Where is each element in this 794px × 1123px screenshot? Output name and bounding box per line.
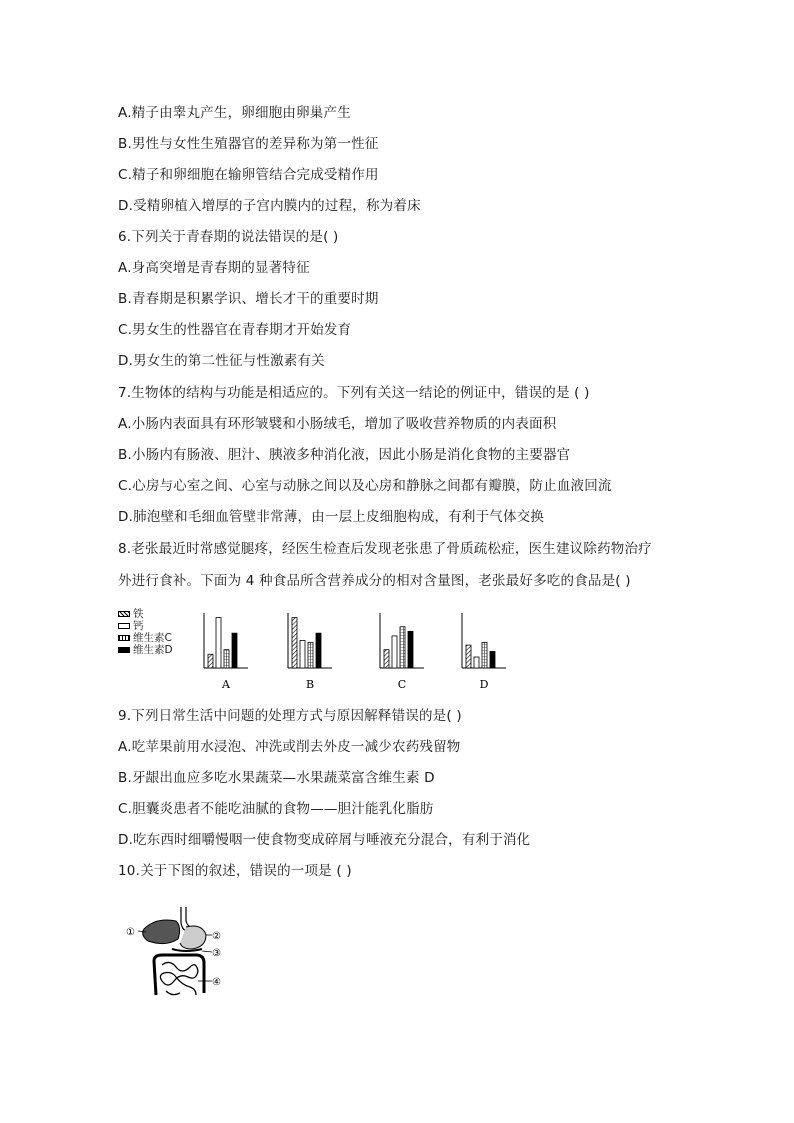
line-5: A.身高突增是青春期的显著特征 (118, 260, 310, 276)
line-19: C.胆囊炎患者不能吃油腻的食物——胆汁能乳化脂肪 (118, 801, 434, 817)
line-10: A.小肠内表面具有环形皱襞和小肠绒毛，增加了吸收营养物质的内表面积 (118, 416, 557, 432)
category-label-A: A (222, 678, 230, 691)
bar-charts (118, 608, 538, 696)
bar-B-series-1 (300, 641, 305, 669)
legend-label-vitamin-c: 维生素C (133, 632, 172, 644)
line-8: D.男女生的第二性征与性激素有关 (118, 353, 325, 369)
legend-label-calcium: 钙 (133, 620, 144, 632)
bar-A-series-1 (216, 618, 221, 668)
diagram-label-2: ② (212, 931, 221, 942)
line-1: B.男性与女性生殖器官的差异称为第一性征 (118, 136, 379, 152)
bar-A-series-3 (232, 633, 237, 668)
bar-B-series-3 (316, 633, 321, 668)
line-11: B.小肠内有肠液、胆汁、胰液多种消化液，因此小肠是消化食物的主要器官 (118, 447, 571, 463)
bar-C-series-1 (392, 636, 397, 668)
bar-C-series-3 (408, 631, 413, 668)
diagram-label-3: ③ (212, 948, 221, 959)
question-9: 9.下列日常生活中问题的处理方式与原因解释错误的是( ) (118, 708, 462, 724)
line-18: B.牙龈出血应多吃水果蔬菜—水果蔬菜富含维生素 D (118, 770, 435, 786)
line-0: A.精子由睾丸产生，卵细胞由卵巢产生 (118, 105, 351, 121)
line-12: C.心房与心室之间、心室与动脉之间以及心房和静脉之间都有瓣膜，防止血液回流 (118, 478, 612, 494)
diagram-label-4: ④ (212, 977, 221, 988)
bar-C-series-0 (384, 650, 389, 668)
bar-D-series-1 (474, 657, 479, 668)
question-7: 7.生物体的结构与功能是相适应的。下列有关这一结论的例证中，错误的是 ( ) (118, 385, 590, 401)
line-2: C.精子和卵细胞在输卵管结合完成受精作用 (118, 167, 379, 183)
bar-D-series-3 (490, 652, 495, 669)
legend-label-vitamin-d: 维生素D (133, 644, 173, 656)
category-label-D: D (479, 678, 489, 691)
category-label-B: B (305, 678, 315, 691)
category-label-C: C (397, 678, 407, 691)
line-6: B.青春期是积累学识、增长才干的重要时期 (118, 291, 379, 307)
bar-B-series-0 (292, 618, 297, 668)
line-17: A.吃苹果前用水浸泡、冲洗或削去外皮一减少农药残留物 (118, 739, 461, 755)
bar-D-series-0 (466, 645, 471, 668)
line-15: 外进行食补。下面为 4 种食品所含营养成分的相对含量图，老张最好多吃的食品是( ) (118, 573, 631, 589)
bar-C-series-2 (400, 627, 405, 668)
legend-label-iron: 铁 (133, 608, 144, 620)
digestive-system-diagram (126, 905, 226, 1005)
bar-D-series-2 (482, 642, 487, 668)
line-20: D.吃东西时细嚼慢咽一使食物变成碎屑与唾液充分混合，有利于消化 (118, 832, 531, 848)
line-13: D.肺泡壁和毛细血管壁非常薄，由一层上皮细胞构成，有利于气体交换 (118, 509, 545, 525)
question-8: 8.老张最近时常感觉腿疼，经医生检查后发现老张患了骨质疏松症，医生建议除药物治疗 (118, 541, 652, 557)
line-7: C.男女生的性器官在青春期才开始发育 (118, 322, 352, 338)
question-6: 6.下列关于青春期的说法错误的是( ) (118, 229, 339, 245)
bar-A-series-2 (224, 650, 229, 668)
line-3: D.受精卵植入增厚的子宫内膜内的过程，称为着床 (118, 198, 421, 214)
digestive-organs-icon (126, 905, 226, 1005)
bar-A-series-0 (208, 654, 213, 668)
bar-B-series-2 (308, 642, 313, 668)
question-10: 10.关于下图的叙述，错误的一项是 ( ) (118, 863, 352, 879)
nutrition-chart-block (118, 608, 538, 696)
diagram-label-1: ① (126, 927, 135, 938)
